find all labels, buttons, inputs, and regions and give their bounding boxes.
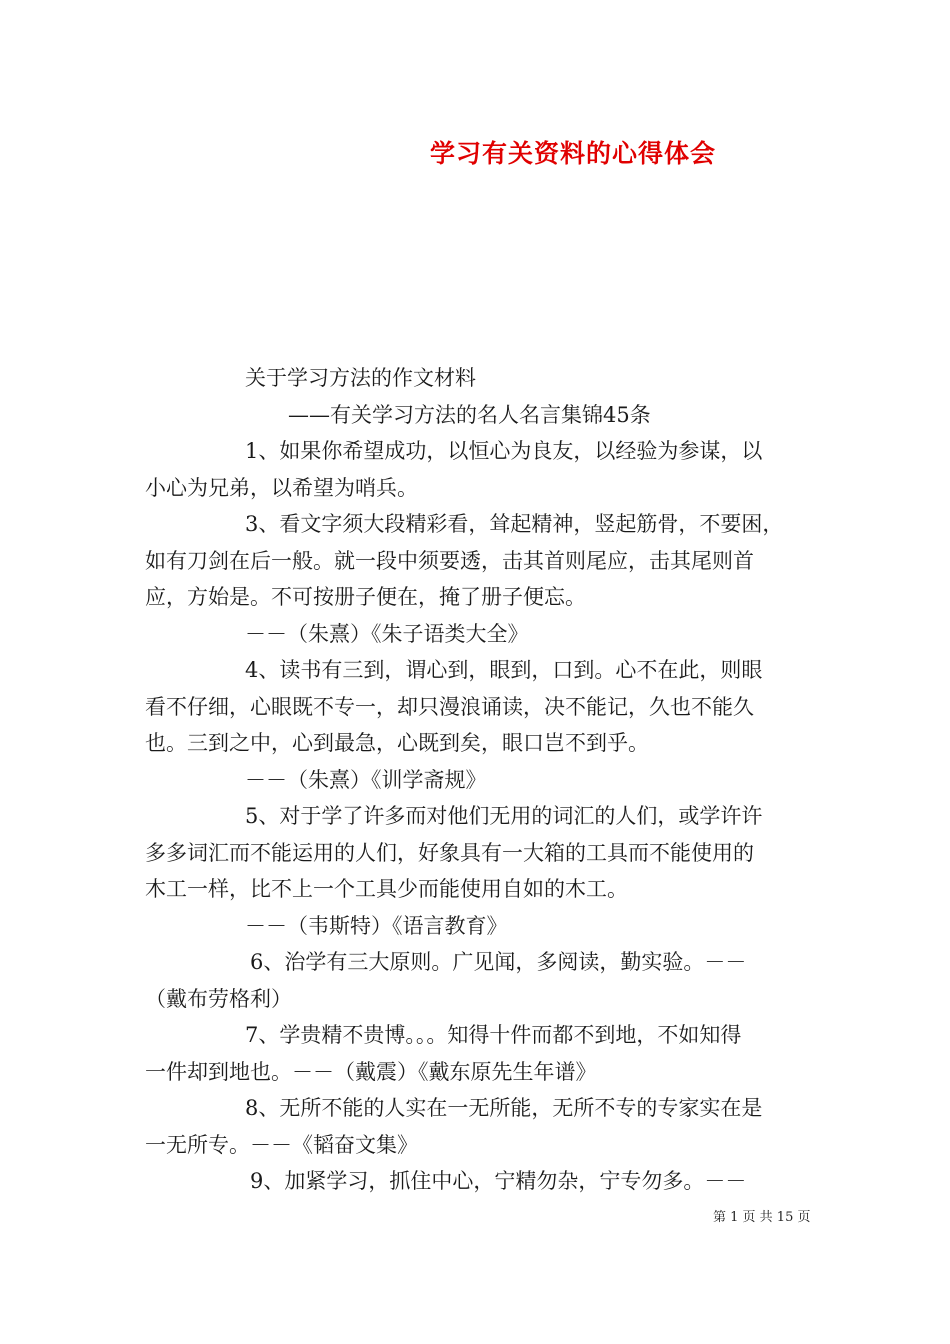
paragraph-line: 6、治学有三大原则。广见闻，多阅读，勤实验。－－ — [250, 950, 747, 974]
paragraph-line: 一无所专。－－《韬奋文集》 — [145, 1132, 418, 1157]
paragraph-line: 7、学贵精不贵博。。。知得十件而都不到地，不如知得 — [245, 1023, 742, 1047]
citation-line: －－（朱熹）《训学斋规》 — [245, 767, 487, 792]
paragraph-line: 3、看文字须大段精彩看，耸起精神，竖起筋骨，不要困， — [245, 512, 784, 536]
page-number: 第 1 页 共 15 页 — [713, 1210, 811, 1225]
paragraph-line: 一件却到地也。－－（戴震）《戴东原先生年谱》 — [145, 1059, 597, 1084]
paragraph-line: 应，方始是。不可按册子便在，掩了册子便忘。 — [145, 585, 586, 609]
paragraph-line: 也。三到之中，心到最急，心既到矣，眼口岂不到乎。 — [145, 731, 649, 755]
paragraph-line: 多多词汇而不能运用的人们，好象具有一大箱的工具而不能使用的 — [145, 840, 754, 865]
page-title: 学习有关资料的心得体会 — [430, 139, 717, 168]
document-body — [145, 360, 810, 1200]
paragraph-line: 看不仔细，心眼既不专一，却只漫浪诵读，决不能记，久也不能久 — [145, 694, 754, 719]
paragraph-line: （戴布劳格利） — [145, 986, 292, 1011]
paragraph-line: 如有刀剑在后一般。就一段中须要透，击其首则尾应，击其尾则首 — [145, 548, 754, 573]
paragraph-line: 8、无所不能的人实在一无所能，无所不专的专家实在是 — [245, 1096, 763, 1120]
section-heading: 关于学习方法的作文材料 — [245, 366, 476, 390]
paragraph-line: 1、如果你希望成功，以恒心为良友，以经验为参谋，以 — [245, 439, 763, 463]
citation-line: －－（朱熹）《朱子语类大全》 — [245, 621, 529, 646]
citation-line: －－（韦斯特）《语言教育》 — [245, 913, 508, 938]
paragraph-line: 5、对于学了许多而对他们无用的词汇的人们，或学许许 — [245, 804, 763, 828]
paragraph-line: 小心为兄弟，以希望为哨兵。 — [145, 475, 418, 500]
paragraph-line: 4、读书有三到，谓心到，眼到，口到。心不在此，则眼 — [245, 658, 763, 682]
paragraph-line: 木工一样，比不上一个工具少而能使用自如的木工。 — [145, 877, 628, 901]
section-subheading: ——有关学习方法的名人名言集锦45条 — [288, 402, 651, 427]
paragraph-line: 9、加紧学习，抓住中心，宁精勿杂，宁专勿多。－－ — [250, 1169, 747, 1193]
